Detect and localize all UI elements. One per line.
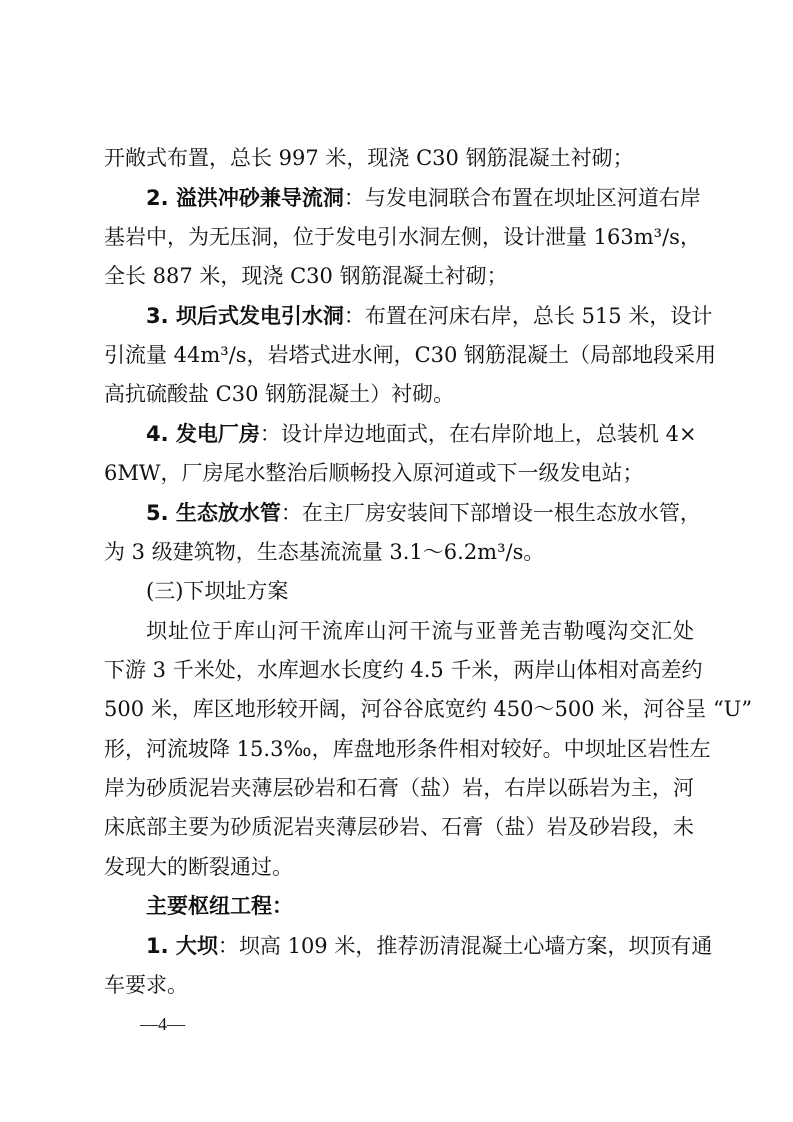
text-line: 床底部主要为砂质泥岩夹薄层砂岩、石膏（盐）岩及砂岩段，未 xyxy=(104,815,694,839)
text-line: 发现大的断裂通过。 xyxy=(104,855,293,879)
page-number: —4— xyxy=(140,1014,185,1034)
text-line: 6MW，厂房尾水整治后顺畅投入原河道或下一级发电站； xyxy=(104,461,644,485)
text-line: 3. 坝后式发电引水洞：布置在河床右岸，总长 515 米，设计 xyxy=(146,304,713,328)
text-line: 500 米，库区地形较开阔，河谷谷底宽约 450～500 米，河谷呈 “U” xyxy=(104,697,753,721)
text-line: 形，河流坡降 15.3‰，库盘地形条件相对较好。中坝址区岩性左 xyxy=(104,737,711,761)
text-line: 引流量 44m³/s，岩塔式进水闸，C30 钢筋混凝土（局部地段采用 xyxy=(104,343,717,367)
text-line: 车要求。 xyxy=(104,973,188,997)
subsection-heading: 主要枢纽工程： xyxy=(146,894,293,918)
text-line: 全长 887 米，现浇 C30 钢筋混凝土衬砌； xyxy=(104,264,508,288)
text-line: 4. 发电厂房：设计岸边地面式，在右岸阶地上，总装机 4× xyxy=(146,422,697,446)
text-line: 坝址位于库山河干流库山河干流与亚普羌吉勒嘎沟交汇处 xyxy=(146,619,694,643)
text-line: 高抗硫酸盐 C30 钢筋混凝土）衬砌。 xyxy=(104,382,455,406)
text-line: 为 3 级建筑物，生态基流流量 3.1～6.2m³/s。 xyxy=(104,540,545,564)
section-heading: 2. 溢洪冲砂兼导流洞 xyxy=(146,186,344,210)
subsection-heading: (三)下坝址方案 xyxy=(146,579,289,603)
section-heading: 3. 坝后式发电引水洞 xyxy=(146,304,344,328)
text-line: 1. 大坝：坝高 109 米，推荐沥清混凝土心墙方案，坝顶有通 xyxy=(146,934,713,958)
text-line: 2. 溢洪冲砂兼导流洞：与发电洞联合布置在坝址区河道右岸 xyxy=(146,186,701,210)
text-line: 开敞式布置，总长 997 米，现浇 C30 钢筋混凝土衬砌； xyxy=(104,146,634,170)
text-line: 5. 生态放水管：在主厂房安装间下部增设一根生态放水管， xyxy=(146,501,701,525)
section-heading: 5. 生态放水管 xyxy=(146,501,281,525)
text-line: 基岩中，为无压洞，位于发电引水洞左侧，设计泄量 163m³/s， xyxy=(104,225,701,249)
text-line: 岸为砂质泥岩夹薄层砂岩和石膏（盐）岩，右岸以砾岩为主，河 xyxy=(104,776,694,800)
text-line: 下游 3 千米处，水库迴水长度约 4.5 千米，两岸山体相对高差约 xyxy=(104,658,703,682)
section-heading: 4. 发电厂房 xyxy=(146,422,260,446)
section-heading: 1. 大坝 xyxy=(146,934,218,958)
